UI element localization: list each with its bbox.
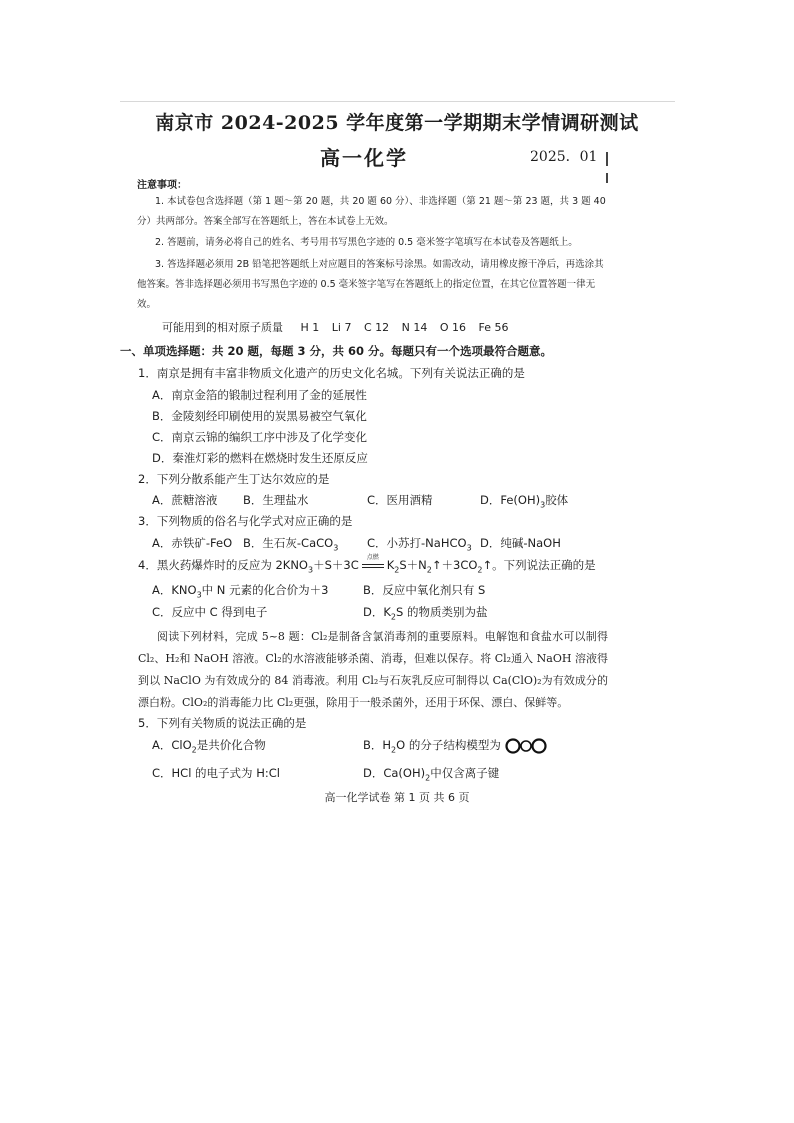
question-5-option-a [152, 737, 266, 754]
question-4-option-d [363, 604, 487, 621]
question-4-option-c: C．反应中 C 得到电子 [152, 605, 268, 619]
subscript: 2 [477, 565, 483, 575]
subscript: 2 [391, 745, 397, 755]
q4-d-text: D．K [363, 605, 391, 619]
question-4-option-b: B．反应中氧化剂只有 S [363, 583, 486, 597]
q4-a-text: A．KNO [152, 583, 197, 597]
question-1-option-c: C．南京云锦的编织工序中涉及了化学变化 [152, 430, 368, 444]
question-2-option-d-text: 胶体 [545, 493, 569, 507]
atomic-mass: C 12 [363, 321, 390, 334]
question-1-option-d: D．秦淮灯彩的燃料在燃烧时发生还原反应 [152, 451, 368, 465]
subscript: 2 [426, 565, 432, 575]
q5-a-text: 是共价化合物 [196, 738, 266, 752]
subscript: 2 [191, 745, 197, 755]
q4-text: ＋S＋3C [313, 558, 359, 572]
page-footer: 高一化学试卷 第 1 页 共 6 页 [324, 791, 470, 804]
section-heading: 一、单项选择题：共 20 题，每题 3 分，共 60 分。每题只有一个选项最符合题意。 [120, 344, 553, 358]
subscript: 3 [307, 565, 314, 575]
question-3-option-c-text: C．小苏打-NaHCO [367, 536, 467, 550]
reading-passage: 阅读下列材料，完成 5~8 题：Cl₂是制备含氯消毒剂的重要原料。电解饱和食盐水可以制得 Cl₂、H₂和 NaOH 溶液。Cl₂的水溶液能够杀菌、消毒，但难以保存。将 Cl₂通入 NaOH 溶液得到以 NaClO 为有效成分的 84 消毒液。利用 Cl₂与石灰乳反应可制得以 Ca(ClO)₂为有效成分的漂白粉。ClO₂的消毒能力比 Cl₂更强，除用于一般杀菌外，还用于环保、漂白、保鲜等。 [138, 630, 608, 709]
q5-d-text: 中仅含离子键 [430, 766, 500, 780]
question-5-option-c: C．HCl 的电子式为 H:Cl [152, 766, 280, 780]
q4-a-text: 中 N 元素的化合价为＋3 [201, 583, 329, 597]
margin-mark [606, 173, 608, 183]
exam-title: 南京市 2024-2025 学年度第一学期期末学情调研测试 [155, 112, 639, 134]
q4-text: 4．黑火药爆炸时的反应为 2KNO [138, 558, 308, 572]
atomic-mass: H 1 [300, 321, 320, 334]
question-2-option-d [480, 492, 568, 509]
atomic-mass: N 14 [401, 321, 428, 334]
q5-d-text: D．Ca(OH) [363, 766, 426, 780]
question-1-option-a: A．南京金箔的锻制过程利用了金的延展性 [152, 388, 367, 402]
q4-text: ↑＋3CO [431, 558, 478, 572]
subscript: 2 [390, 612, 396, 622]
question-5-stem: 5．下列有关物质的说法正确的是 [138, 716, 307, 730]
question-2-option-a: A．蔗糖溶液 [152, 493, 218, 507]
question-4-option-a [152, 582, 328, 599]
water-molecule-model-icon [505, 738, 549, 754]
question-3-option-a: A．赤铁矿-FeO [152, 536, 233, 550]
q5-a-text: A．ClO [152, 738, 192, 752]
question-3-option-d: D．纯碱-NaOH [480, 536, 561, 550]
top-divider [120, 101, 675, 102]
margin-mark [606, 152, 608, 166]
q4-d-text: S 的物质类别为盐 [396, 605, 488, 619]
question-5-option-d [363, 765, 499, 782]
notice-item-1: 1. 本试卷包含选择题（第 1 题～第 20 题，共 20 题 60 分）、非选择题（第 21 题～第 23 题，共 3 题 40 分）共两部分。答案全部写在答题纸上，答在本试卷上无效。 [137, 196, 606, 227]
q5-b-text: O 的分子结构模型为 [396, 738, 501, 752]
subscript: 3 [196, 590, 202, 600]
subscript: 3 [333, 543, 339, 553]
subject-title: 高一化学 [320, 146, 408, 170]
question-4-stem [138, 553, 596, 575]
question-5-option-b [363, 737, 549, 754]
notice-item-3: 3. 答选择题必须用 2B 铅笔把答题纸上对应题目的答案标号涂黑。如需改动，请用橡皮擦干净后，再选涂其他答案。答非选择题必须用书写黑色字迹的 0.5 毫米签字笔写在答题纸上的指定位置，在其它位置答题一律无效。 [137, 259, 604, 310]
atomic-mass: Li 7 [331, 321, 352, 334]
q5-b-text: B．H [363, 738, 392, 752]
notice-item-2: 2. 答题前，请务必将自己的姓名、考号用书写黑色字迹的 0.5 毫米签字笔填写在本试卷及答题纸上。 [155, 237, 578, 248]
question-2-option-b: B．生理盐水 [243, 493, 309, 507]
q4-text: K [386, 558, 395, 572]
atomic-mass: Fe 56 [478, 321, 509, 334]
q4-text: S＋N [399, 558, 427, 572]
question-3-stem: 3．下列物质的俗名与化学式对应正确的是 [138, 514, 353, 528]
question-2-stem: 2．下列分散系能产生丁达尔效应的是 [138, 472, 330, 486]
atomic-mass: O 16 [439, 321, 467, 334]
reaction-arrow [362, 553, 384, 571]
question-2-option-d-formula: D．Fe(OH) [480, 493, 541, 507]
q4-text: ↑。下列说法正确的是 [482, 558, 596, 572]
notice-heading: 注意事项： [137, 180, 187, 191]
subscript: 3 [540, 500, 546, 510]
question-1-option-b: B．金陵刻经印刷使用的炭黑易被空气氧化 [152, 409, 367, 423]
atomic-masses [162, 319, 518, 335]
exam-date: 2025．01 [530, 149, 598, 165]
question-3-option-b [243, 535, 338, 552]
atomic-masses-label: 可能用到的相对原子质量 [162, 321, 283, 334]
subscript: 2 [394, 565, 400, 575]
question-2-option-c: C．医用酒精 [367, 493, 433, 507]
question-3-option-b-text: B．生石灰-CaCO [243, 536, 334, 550]
subscript: 2 [425, 773, 431, 783]
question-3-option-c [367, 535, 472, 552]
question-1-stem: 1．南京是拥有丰富非物质文化遗产的历史文化名城。下列有关说法正确的是 [138, 366, 525, 380]
reaction-condition: 点燃 [366, 553, 379, 561]
subscript: 3 [466, 543, 472, 553]
